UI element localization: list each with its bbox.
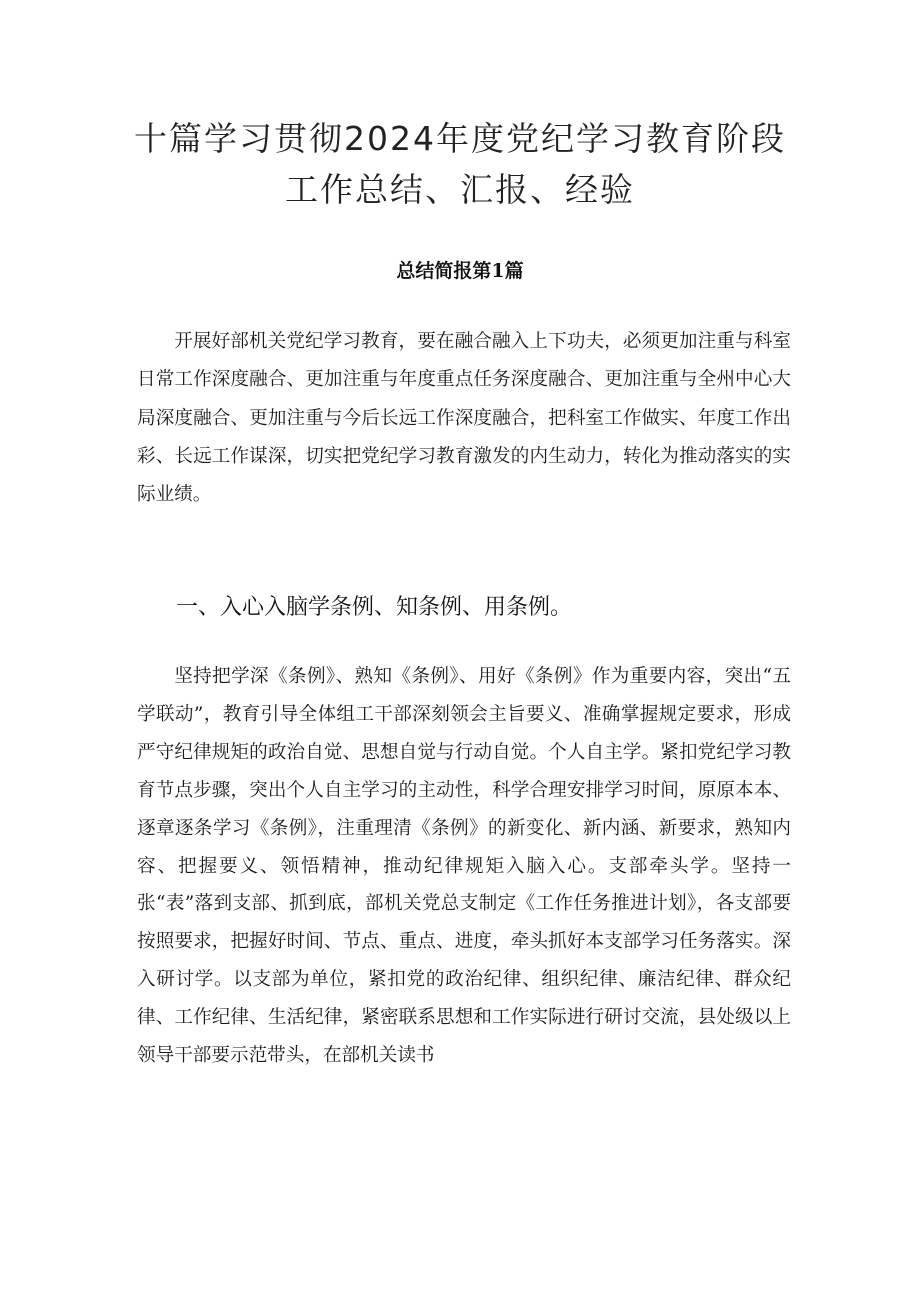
document-title-line-1: 十篇学习贯彻2024年度党纪学习教育阶段 bbox=[134, 119, 786, 158]
section-subtitle: 总结简报第1篇 bbox=[396, 260, 524, 282]
section-heading-1: 一、入心入脑学条例、知条例、用条例。 bbox=[176, 595, 573, 620]
document-title-line-2: 工作总结、汇报、经验 bbox=[285, 170, 635, 209]
body-paragraph: 坚持把学深《条例》、熟知《条例》、用好《条例》作为重要内容，突出“五学联动”，教育引导全体组工干部深刻领会主旨要义、准确掌握规定要求，形成严守纪律规矩的政治自觉、思想自觉与行动自觉。个人自主学。紧扣党纪学习教育节点步骤，突出个人自主学习的主动性，科学合理安排学习时间，原原本本、逐章逐条学习《条例》，注重理清《条例》的新变化、新内涵、新要求，熟知内容、把握要义、领悟精神，推动纪律规矩入脑入心。支部牵头学。坚持一张“表”落到支部、抓到底，部机关党总支制定《工作任务推进计划》，各支部要按照要求，把握好时间、节点、重点、进度，牵头抓好本支部学习任务落实。深入研讨学。以支部为单位，紧扣党的政治纪律、组织纪律、廉洁纪律、群众纪律、工作纪律、生活纪律，紧密联系思想和工作实际进行研讨交流，县处级以上领导干部要示范带头，在部机关读书 bbox=[137, 666, 791, 1067]
intro-paragraph: 开展好部机关党纪学习教育，要在融合融入上下功夫，必须更加注重与科室日常工作深度融合、更加注重与年度重点任务深度融合、更加注重与全州中心大局深度融合、更加注重与今后长远工作深度融合，把科室工作做实、年度工作出彩、长远工作谋深，切实把党纪学习教育激发的内生动力，转化为推动落实的实际业绩。 bbox=[137, 331, 791, 506]
